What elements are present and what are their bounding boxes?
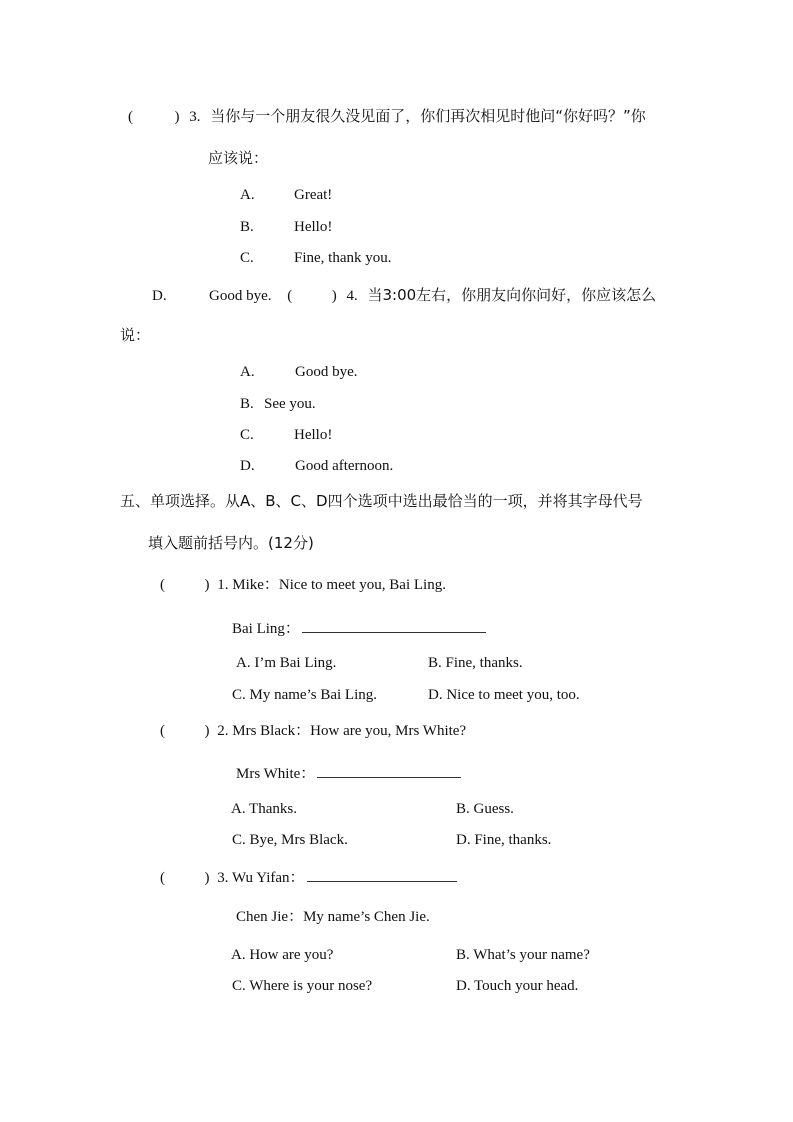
answer-paren-close: )	[331, 288, 337, 304]
question-number: 3.	[217, 870, 229, 886]
option-text: Fine, thank you.	[294, 250, 392, 266]
option-text: Hello!	[294, 427, 333, 443]
question-stem: 当你与一个朋友很久没见面了，你们再次相见时他问“你好吗？”你	[210, 107, 646, 125]
q3-option-d-and-q4-stem	[152, 288, 656, 304]
option-text: See you.	[264, 396, 316, 412]
option-text: Great!	[294, 187, 333, 203]
q3-stem-line1	[128, 109, 646, 125]
q4-option-d	[240, 459, 393, 474]
response-blank[interactable]	[317, 765, 461, 778]
answer-paren-close: )	[204, 723, 210, 739]
s5-q2-response	[236, 765, 461, 782]
s5-q2-option-b: B. Guess.	[456, 801, 514, 817]
s5-q3-option-a: A. How are you?	[231, 947, 334, 963]
s5-q3-option-b: B. What’s your name?	[456, 947, 590, 963]
option-letter: A.	[240, 187, 255, 203]
response-blank[interactable]	[307, 869, 457, 882]
question-number: 2.	[217, 723, 229, 739]
option-letter: C.	[240, 250, 254, 266]
q4-option-b	[240, 397, 316, 412]
q3-option-b	[240, 220, 332, 235]
response-blank[interactable]	[302, 620, 486, 633]
option-text: Good afternoon.	[295, 458, 394, 474]
s5-q1-response	[232, 620, 486, 637]
s5-q1-option-b: B. Fine, thanks.	[428, 655, 523, 671]
answer-paren-close: )	[204, 577, 210, 593]
s5-q3-option-d: D. Touch your head.	[456, 978, 579, 994]
option-letter: D.	[152, 288, 167, 304]
s5-q3-prompt	[160, 869, 457, 886]
response-label: Bai Ling：	[232, 621, 300, 637]
question-number: 3.	[189, 109, 201, 125]
option-letter: B.	[240, 396, 254, 412]
q4-stem-line2: 说：	[120, 326, 151, 344]
s5-q1-option-c: C. My name’s Bai Ling.	[232, 687, 377, 703]
response-label: Mrs White：	[236, 766, 316, 782]
option-letter: C.	[240, 427, 254, 443]
s5-q1-option-d: D. Nice to meet you, too.	[428, 687, 580, 703]
s5-q2-option-a: A. Thanks.	[231, 801, 297, 817]
s5-q2-option-c: C. Bye, Mrs Black.	[232, 832, 348, 848]
answer-paren-open: (	[160, 870, 165, 886]
section-heading-line2: 填入题前括号内。(12分)	[148, 534, 314, 552]
option-letter: D.	[240, 458, 255, 474]
q3-option-a	[240, 188, 332, 203]
option-text: Good bye.	[209, 288, 272, 304]
answer-paren-open: (	[160, 577, 165, 593]
answer-paren-open: (	[128, 109, 133, 125]
answer-paren-close: )	[204, 870, 210, 886]
question-number: 1.	[217, 577, 229, 593]
dialogue-prompt: Mrs Black：How are you, Mrs White?	[232, 723, 467, 739]
option-letter: B.	[240, 219, 254, 235]
answer-paren-close: )	[174, 109, 180, 125]
s5-q3-response: Chen Jie：My name’s Chen Jie.	[236, 909, 430, 925]
q4-option-c	[240, 428, 332, 443]
dialogue-prompt: Wu Yifan：	[231, 870, 305, 886]
s5-q1-option-a: A. I’m Bai Ling.	[236, 655, 337, 671]
option-letter: A.	[240, 364, 255, 380]
s5-q2-option-d: D. Fine, thanks.	[456, 832, 552, 848]
question-number: 4.	[346, 288, 358, 304]
s5-q2-prompt	[160, 724, 466, 739]
q3-option-c	[240, 251, 392, 266]
option-text: Hello!	[294, 219, 333, 235]
option-text: Good bye.	[295, 364, 358, 380]
section-heading: 五、单项选择。从A、B、C、D四个选项中选出最恰当的一项，并将其字母代号	[120, 492, 643, 510]
dialogue-prompt: Mike：Nice to meet you, Bai Ling.	[232, 577, 446, 593]
q4-option-a	[240, 365, 358, 380]
answer-paren-open: (	[287, 288, 293, 304]
answer-paren-open: (	[160, 723, 165, 739]
q3-stem-line2: 应该说：	[208, 149, 269, 167]
question-stem: 当3:00左右，你朋友向你问好，你应该怎么	[367, 286, 657, 304]
s5-q1-prompt	[160, 578, 446, 593]
s5-q3-option-c: C. Where is your nose?	[232, 978, 373, 994]
